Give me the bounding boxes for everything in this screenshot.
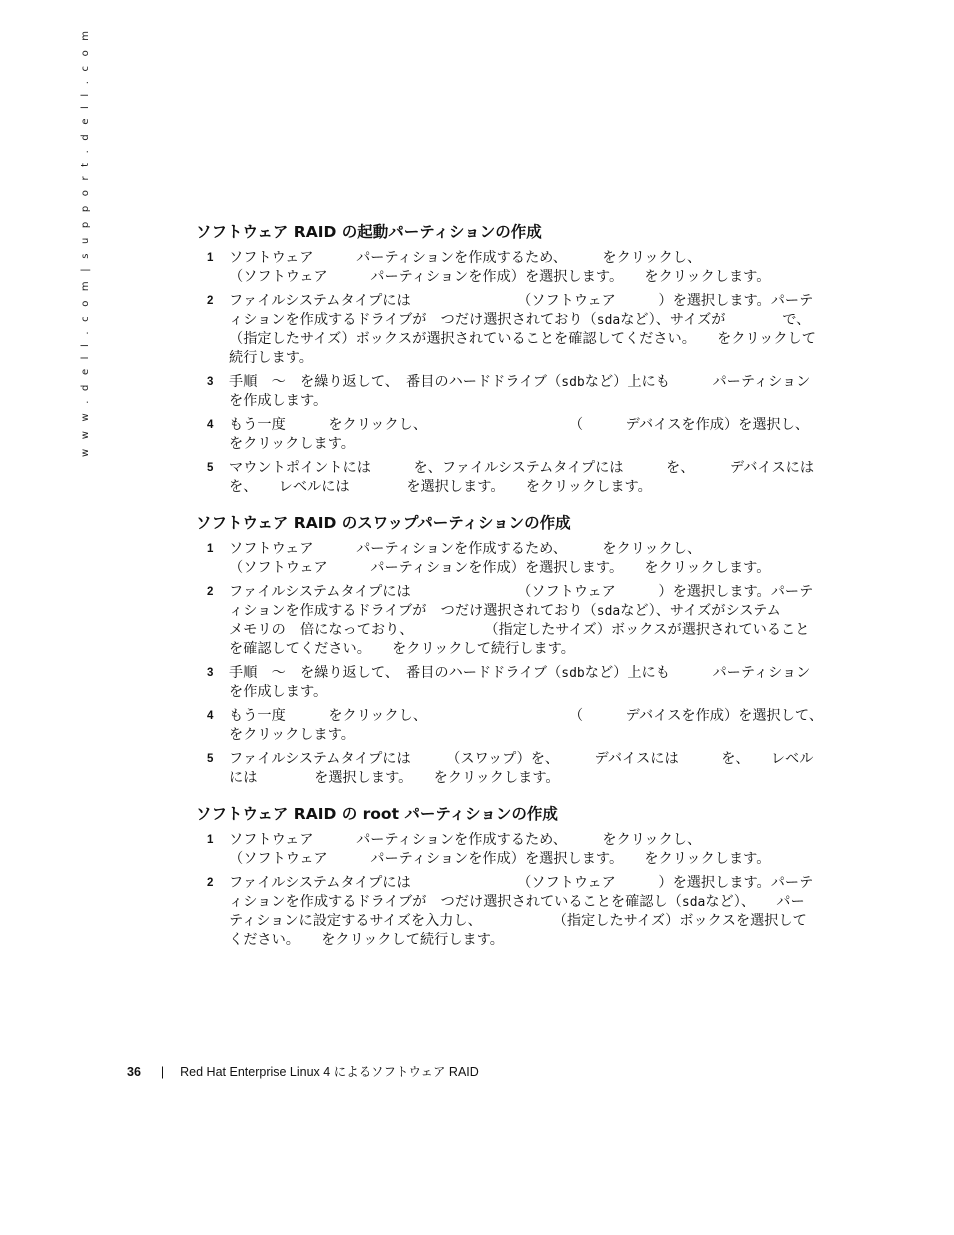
side-url-text: w w w . d e l l . c o m | s u p p o r t . d e l l . c o m bbox=[80, 27, 91, 457]
step-text: など）上にも パーティションを作成します。 bbox=[229, 665, 811, 700]
step-number: 5 bbox=[207, 462, 214, 474]
step-text: ファイルシステムタイプには （ソフトウェア ）を選択します。パーティションを作成するドライブが つだけ選択されており（ bbox=[229, 293, 814, 328]
section-title: ソフトウェア RAID のスワップパーティションの作成 bbox=[196, 514, 571, 532]
section-root-partition bbox=[196, 802, 922, 950]
step-number: 3 bbox=[207, 667, 214, 679]
step-item bbox=[196, 750, 816, 788]
device-name: sdb bbox=[561, 666, 585, 681]
step-number: 4 bbox=[207, 419, 214, 431]
section-title: ソフトウェア RAID の起動パーティションの作成 bbox=[196, 223, 542, 241]
device-name: sda bbox=[681, 895, 706, 910]
step-item bbox=[196, 416, 831, 454]
section-boot-partition bbox=[196, 220, 922, 497]
step-item bbox=[196, 249, 922, 287]
step-number: 1 bbox=[207, 834, 214, 846]
step-number: 2 bbox=[207, 586, 214, 598]
step-number: 2 bbox=[207, 295, 214, 307]
device-name: sda bbox=[596, 604, 621, 619]
step-text: など）上にも パーティションを作成します。 bbox=[229, 374, 811, 409]
step-text: ソフトウェア パーティションを作成するため、 をクリックし、 （ソフトウェア パーティションを作成）を選択します。 をクリックします。 bbox=[229, 541, 922, 576]
device-name: sdb bbox=[561, 375, 585, 390]
device-name: sda bbox=[596, 313, 621, 328]
step-list bbox=[196, 540, 922, 788]
step-item bbox=[196, 874, 816, 950]
step-item bbox=[196, 292, 875, 368]
step-text: マウントポイントには を、ファイルシステムタイプには を、 デバイスには を、 レベルには を選択します。 をクリックします。 bbox=[229, 460, 857, 495]
section-swap-partition bbox=[196, 511, 922, 788]
step-text: ファイルシステムタイプには （ソフトウェア ）を選択します。パーティションを作成するドライブが つだけ選択されており（ bbox=[229, 584, 814, 619]
step-item bbox=[196, 583, 824, 659]
page-footer bbox=[127, 1062, 479, 1080]
step-item bbox=[196, 664, 816, 702]
step-list bbox=[196, 831, 922, 950]
step-text: ファイルシステムタイプには （スワップ）を、 デバイスには を、 レベルには を選択します。 をクリックします。 bbox=[229, 751, 814, 786]
footer-separator: | bbox=[160, 1065, 165, 1079]
step-text: 手順 ～ を繰り返して、 番目のハードドライブ（ bbox=[229, 665, 562, 681]
step-text: もう一度 をクリックし、 （ デバイスを作成）を選択して、 をクリックします。 bbox=[229, 708, 845, 743]
step-text: ソフトウェア パーティションを作成するため、 をクリックし、 （ソフトウェア パーティションを作成）を選択します。 をクリックします。 bbox=[229, 250, 922, 285]
step-item bbox=[196, 707, 845, 745]
section-title: ソフトウェア RAID の root パーティションの作成 bbox=[196, 805, 558, 823]
step-item bbox=[196, 373, 816, 411]
step-text: ファイルシステムタイプには （ソフトウェア ）を選択します。パーティションを作成するドライブが つだけ選択されていることを確認し（ bbox=[229, 875, 814, 910]
step-item bbox=[196, 540, 922, 578]
step-text: ソフトウェア パーティションを作成するため、 をクリックし、 （ソフトウェア パーティションを作成）を選択します。 をクリックします。 bbox=[229, 832, 922, 867]
step-number: 2 bbox=[207, 877, 214, 889]
step-text: など）、サイズがシステム メモリの 倍になっており、 （指定したサイズ）ボックスが選択されていることを確認してください。 をクリックして続行します。 bbox=[229, 603, 824, 657]
step-number: 5 bbox=[207, 753, 214, 765]
step-text: など）、 パーティションに設定するサイズを入力し、 （指定したサイズ）ボックスを選択してください。 をクリックして続行します。 bbox=[229, 894, 807, 948]
step-number: 3 bbox=[207, 376, 214, 388]
document-body bbox=[196, 220, 922, 964]
step-text: 手順 ～ を繰り返して、 番目のハードドライブ（ bbox=[229, 374, 562, 390]
page-number: 36 bbox=[127, 1065, 141, 1079]
step-number: 4 bbox=[207, 710, 214, 722]
step-number: 1 bbox=[207, 252, 214, 264]
step-item bbox=[196, 831, 922, 869]
step-text: など）、サイズが で、 （指定したサイズ）ボックスが選択されていることを確認してください。 をクリックして続行します。 bbox=[229, 312, 875, 366]
step-list bbox=[196, 249, 922, 497]
step-text: もう一度 をクリックし、 （ デバイスを作成）を選択し、 をクリックします。 bbox=[229, 417, 831, 452]
step-item bbox=[196, 459, 857, 497]
step-number: 1 bbox=[207, 543, 214, 555]
footer-title: Red Hat Enterprise Linux 4 によるソフトウェア RAID bbox=[180, 1065, 479, 1079]
